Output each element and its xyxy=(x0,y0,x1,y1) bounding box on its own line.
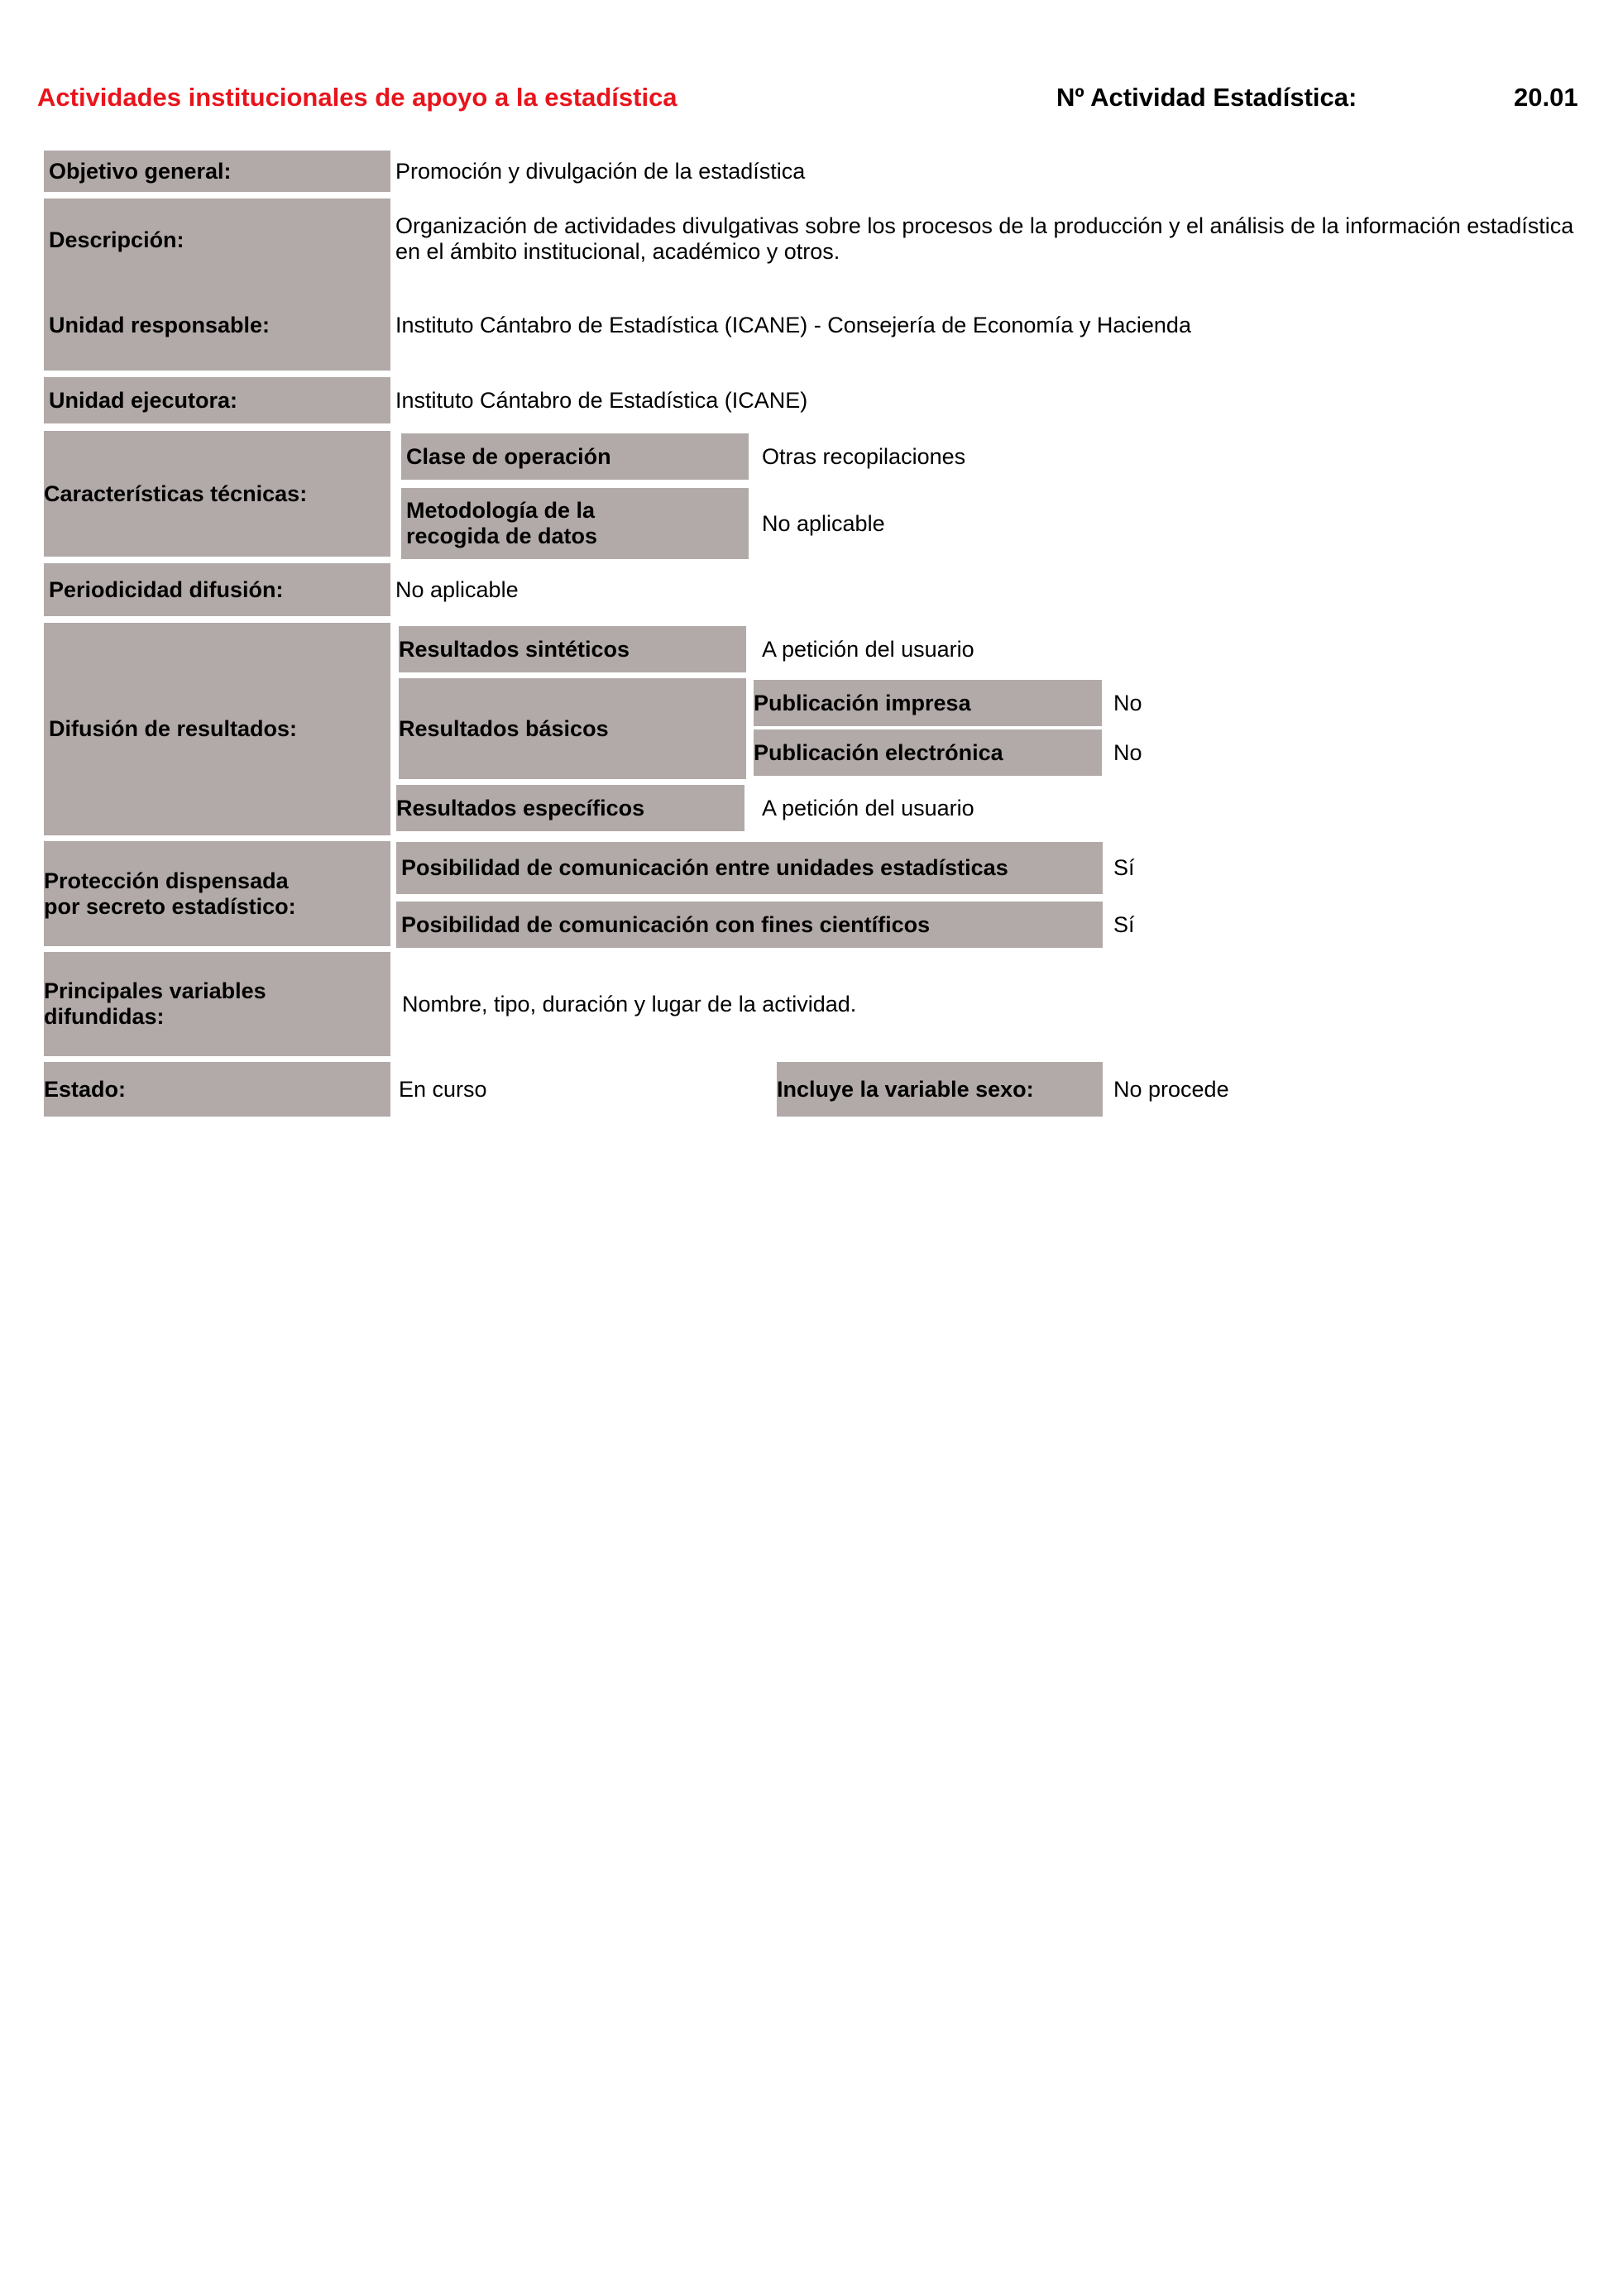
publicacion-electronica-value: No xyxy=(1113,739,1142,765)
metodologia-label: Metodología de la recogida de datos xyxy=(401,488,749,559)
page-title: Actividades institucionales de apoyo a la estadística xyxy=(37,83,677,112)
resultados-basicos-label: Resultados básicos xyxy=(399,678,746,779)
sexo-value: No procede xyxy=(1113,1076,1229,1102)
estado-label: Estado: xyxy=(44,1062,390,1117)
difusion-label: Difusión de resultados: xyxy=(44,623,390,835)
comunicacion-unidades-value: Sí xyxy=(1113,855,1135,880)
resultados-especificos-label: Resultados específicos xyxy=(396,785,744,831)
unidad-ejecutora-label: Unidad ejecutora: xyxy=(44,377,390,423)
unidad-ejecutora-value: Instituto Cántabro de Estadística (ICANE) xyxy=(395,387,808,413)
clase-operacion-value: Otras recopilaciones xyxy=(762,443,966,469)
variables-value: Nombre, tipo, duración y lugar de la actividad. xyxy=(402,991,857,1016)
objetivo-label: Objetivo general: xyxy=(44,151,390,192)
comunicacion-cientificos-label: Posibilidad de comunicación con fines científicos xyxy=(396,902,1103,948)
descripcion-value: Organización de actividades divulgativas sobre los procesos de la producción y el análisis de la información estadística en el ámbito institucional, académico y otros. xyxy=(395,213,1574,264)
clase-operacion-label: Clase de operación xyxy=(401,433,749,480)
publicacion-impresa-value: No xyxy=(1113,690,1142,715)
sexo-label: Incluye la variable sexo: xyxy=(777,1062,1103,1117)
proteccion-label: Protección dispensada por secreto estadístico: xyxy=(44,841,390,946)
publicacion-impresa-label: Publicación impresa xyxy=(754,680,1102,726)
publicacion-electronica-label: Publicación electrónica xyxy=(754,729,1102,776)
descripcion-label: Descripción: xyxy=(49,227,184,252)
caracteristicas-label: Características técnicas: xyxy=(44,431,390,557)
periodicidad-value: No aplicable xyxy=(395,576,519,602)
activity-number: 20.01 xyxy=(1514,83,1578,112)
resultados-sinteticos-value: A petición del usuario xyxy=(762,636,974,662)
comunicacion-unidades-label: Posibilidad de comunicación entre unidades estadísticas xyxy=(396,842,1103,894)
unidad-responsable-value: Instituto Cántabro de Estadística (ICANE) - Consejería de Economía y Hacienda xyxy=(395,312,1191,337)
resultados-especificos-value: A petición del usuario xyxy=(762,795,974,820)
activity-number-label: Nº Actividad Estadística: xyxy=(1056,83,1357,112)
objetivo-value: Promoción y divulgación de la estadística xyxy=(395,158,806,184)
comunicacion-cientificos-value: Sí xyxy=(1113,911,1135,937)
unidad-responsable-label: Unidad responsable: xyxy=(49,312,270,337)
variables-label: Principales variables difundidas: xyxy=(44,952,390,1056)
metodologia-value: No aplicable xyxy=(762,510,885,536)
estado-value: En curso xyxy=(399,1076,487,1102)
periodicidad-label: Periodicidad difusión: xyxy=(44,563,390,616)
resultados-sinteticos-label: Resultados sintéticos xyxy=(399,626,746,672)
